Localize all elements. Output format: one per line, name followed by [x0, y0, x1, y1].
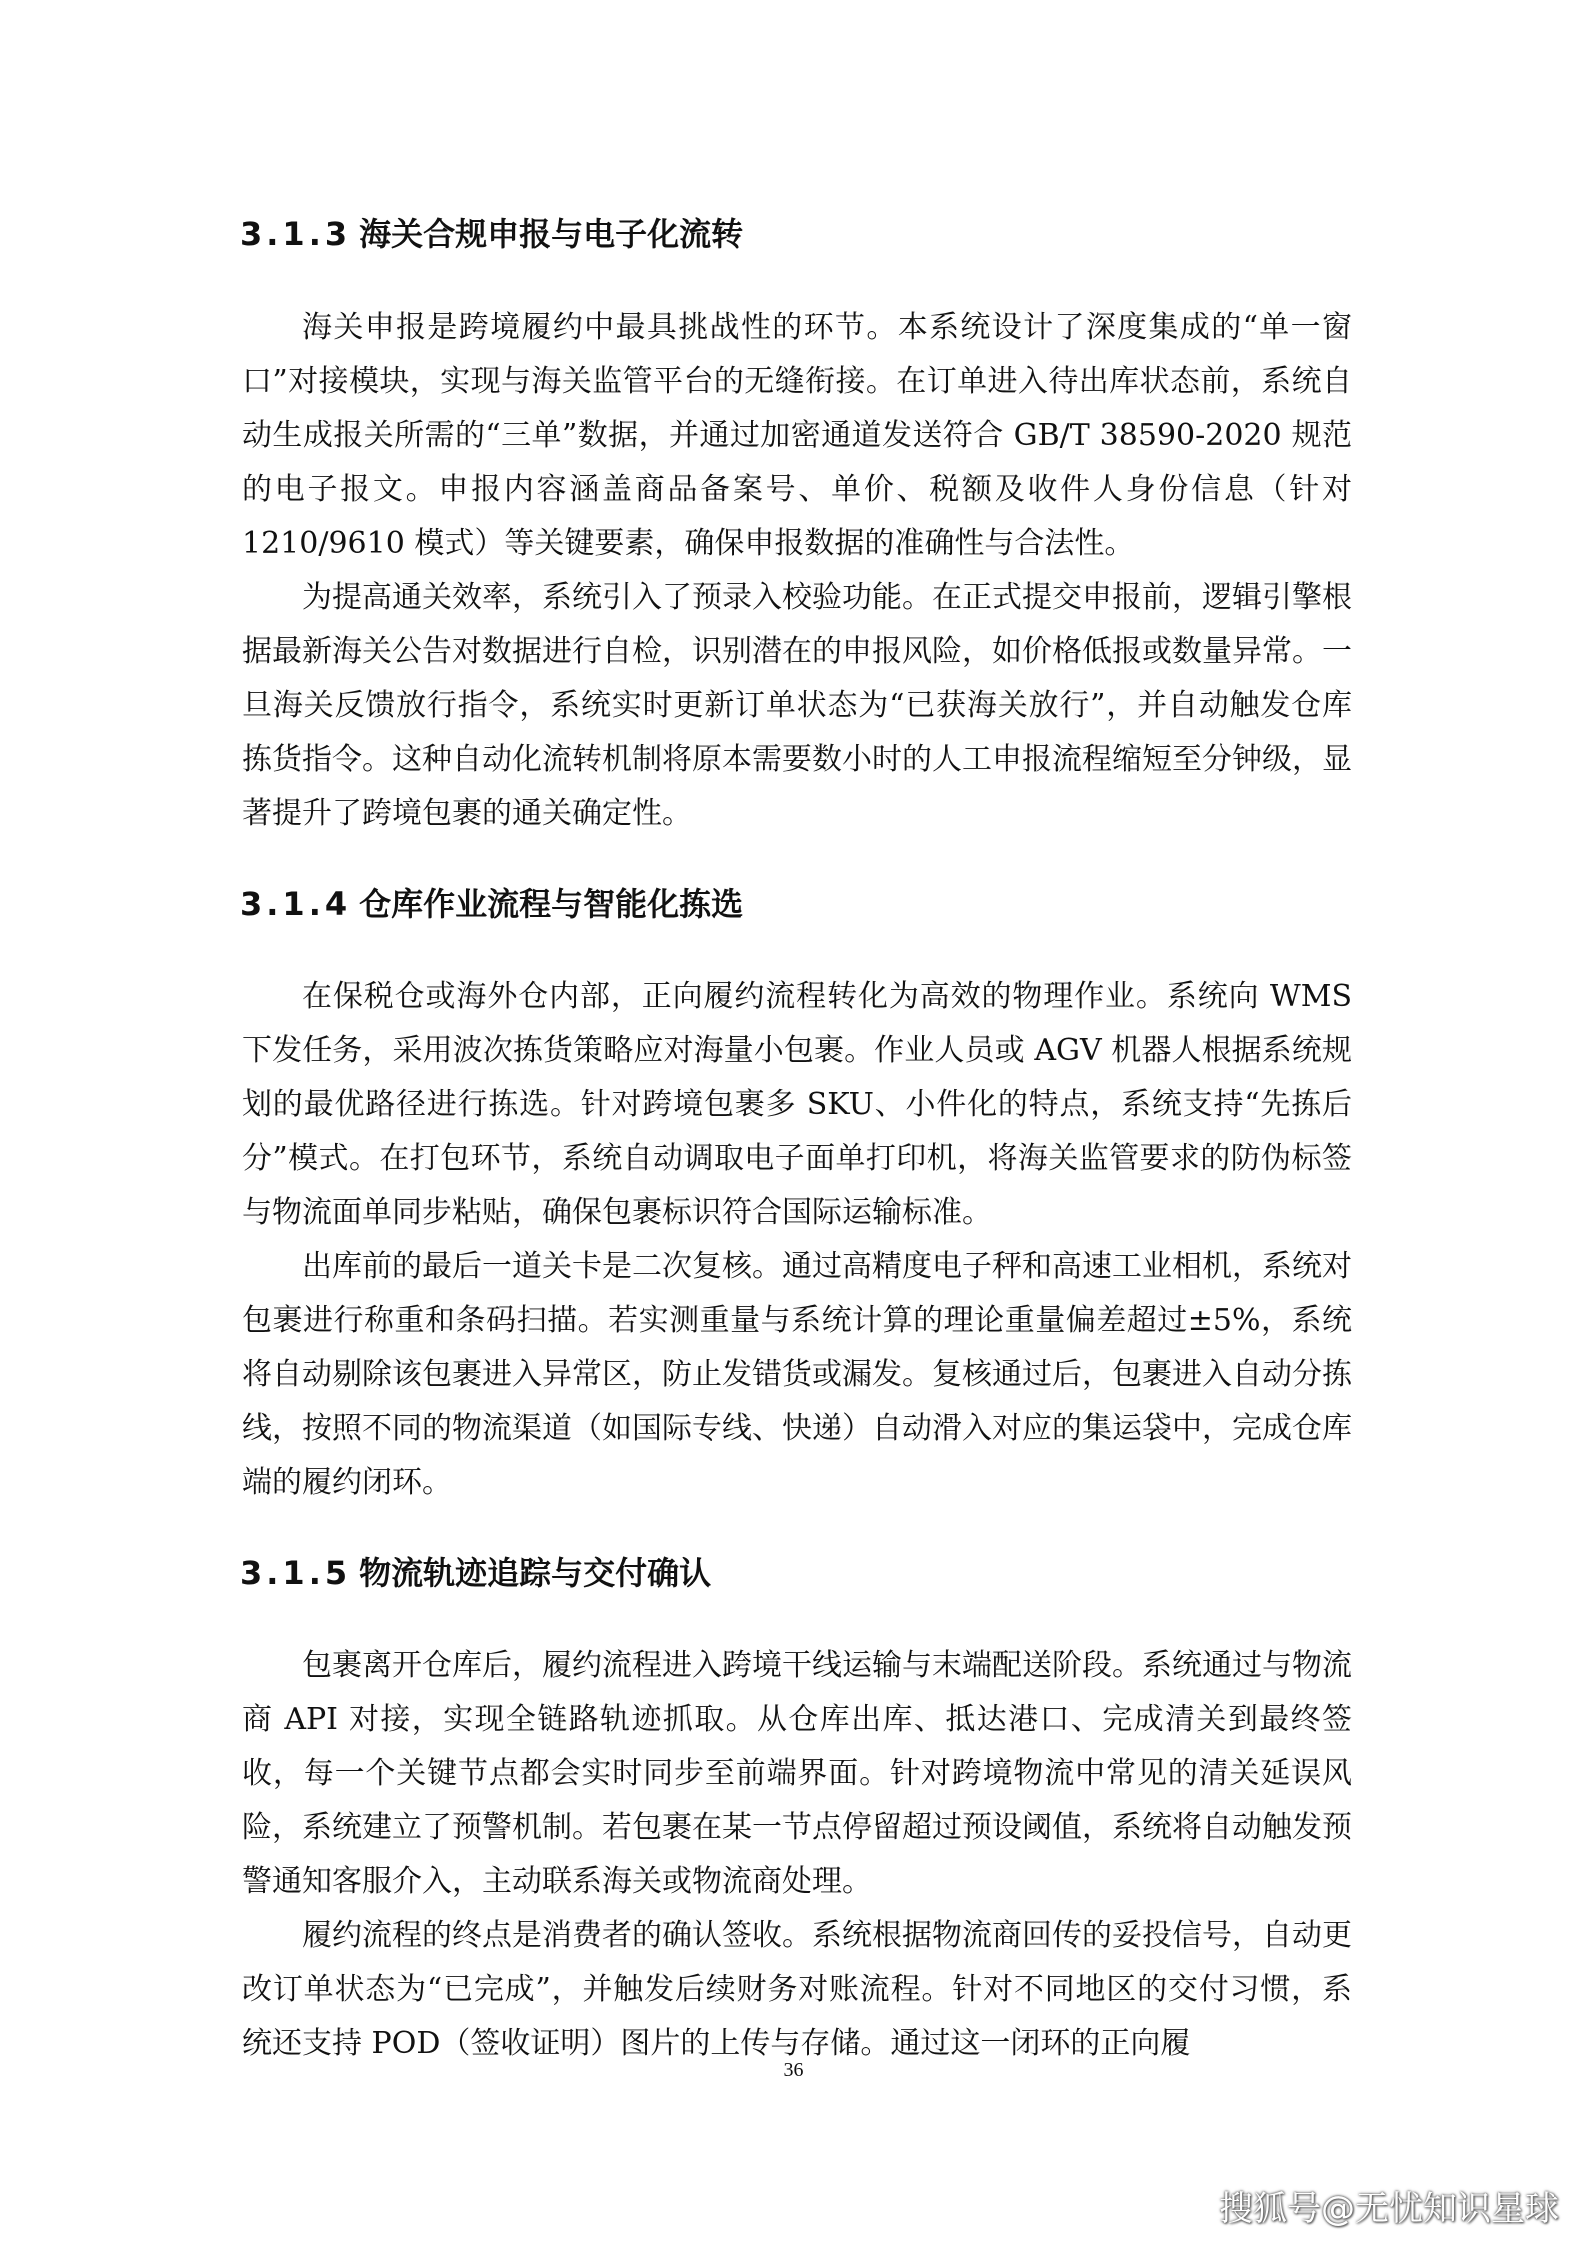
watermark: 搜狐号@无忧知识星球: [1219, 2189, 1559, 2229]
paragraph-3-1-4-1: 在保税仓或海外仓内部，正向履约流程转化为高效的物理作业。系统向 WMS 下发任务，采用波次拣货策略应对海量小包裹。作业人员或 AGV 机器人根据系统规划的最优路径进行拣选。针对跨境包裹多 SKU、小件化的特点，系统支持“先拣后分”模式。在打包环节，系统自动调取电子面单打印机，将海关监管要求的防伪标签与物流面单同步粘贴，确保包裹标识符合国际运输标准。: [242, 979, 1352, 1230]
section-heading-3-1-3: [240, 214, 743, 254]
section-title: 仓库作业流程与智能化拣选: [359, 885, 744, 923]
paragraph-3-1-5-1: 包裹离开仓库后，履约流程进入跨境干线运输与末端配送阶段。系统通过与物流商 API 对接，实现全链路轨迹抓取。从仓库出库、抵达港口、完成清关到最终签收，每一个关键节点都会实时同步至前端界面。针对跨境物流中常见的清关延误风险，系统建立了预警机制。若包裹在某一节点停留超过预设阈值，系统将自动触发预警通知客服介入，主动联系海关或物流商处理。: [242, 1648, 1352, 1899]
paragraph-3-1-5-2: 履约流程的终点是消费者的确认签收。系统根据物流商回传的妥投信号，自动更改订单状态为“已完成”，并触发后续财务对账流程。针对不同地区的交付习惯，系统还支持 POD（签收证明）图片的上传与存储。通过这一闭环的正向履: [242, 1918, 1352, 2061]
section-number: 3.1.4: [240, 885, 352, 923]
section-title: 物流轨迹追踪与交付确认: [359, 1554, 712, 1592]
section-number: 3.1.5: [240, 1554, 352, 1592]
page-number: 36: [783, 2059, 804, 2081]
paragraph-3-1-3-1: 海关申报是跨境履约中最具挑战性的环节。本系统设计了深度集成的“单一窗口”对接模块，实现与海关监管平台的无缝衔接。在订单进入待出库状态前，系统自动生成报关所需的“三单”数据，并通过加密通道发送符合 GB/T 38590-2020 规范的电子报文。申报内容涵盖商品备案号、单价、税额及收件人身份信息（针对 1210/9610 模式）等关键要素，确保申报数据的准确性与合法性。: [242, 310, 1352, 561]
section-heading-3-1-4: [240, 884, 743, 924]
section-title: 海关合规申报与电子化流转: [359, 215, 744, 253]
section-heading-3-1-5: [240, 1553, 711, 1593]
paragraph-3-1-4-2: 出库前的最后一道关卡是二次复核。通过高精度电子秤和高速工业相机，系统对包裹进行称重和条码扫描。若实测重量与系统计算的理论重量偏差超过±5%，系统将自动剔除该包裹进入异常区，防止发错货或漏发。复核通过后，包裹进入自动分拣线，按照不同的物流渠道（如国际专线、快递）自动滑入对应的集运袋中，完成仓库端的履约闭环。: [242, 1249, 1352, 1500]
paragraph-3-1-3-2: 为提高通关效率，系统引入了预录入校验功能。在正式提交申报前，逻辑引擎根据最新海关公告对数据进行自检，识别潜在的申报风险，如价格低报或数量异常。一旦海关反馈放行指令，系统实时更新订单状态为“已获海关放行”，并自动触发仓库拣货指令。这种自动化流转机制将原本需要数小时的人工申报流程缩短至分钟级，显著提升了跨境包裹的通关确定性。: [242, 580, 1352, 831]
section-number: 3.1.3: [240, 215, 352, 253]
